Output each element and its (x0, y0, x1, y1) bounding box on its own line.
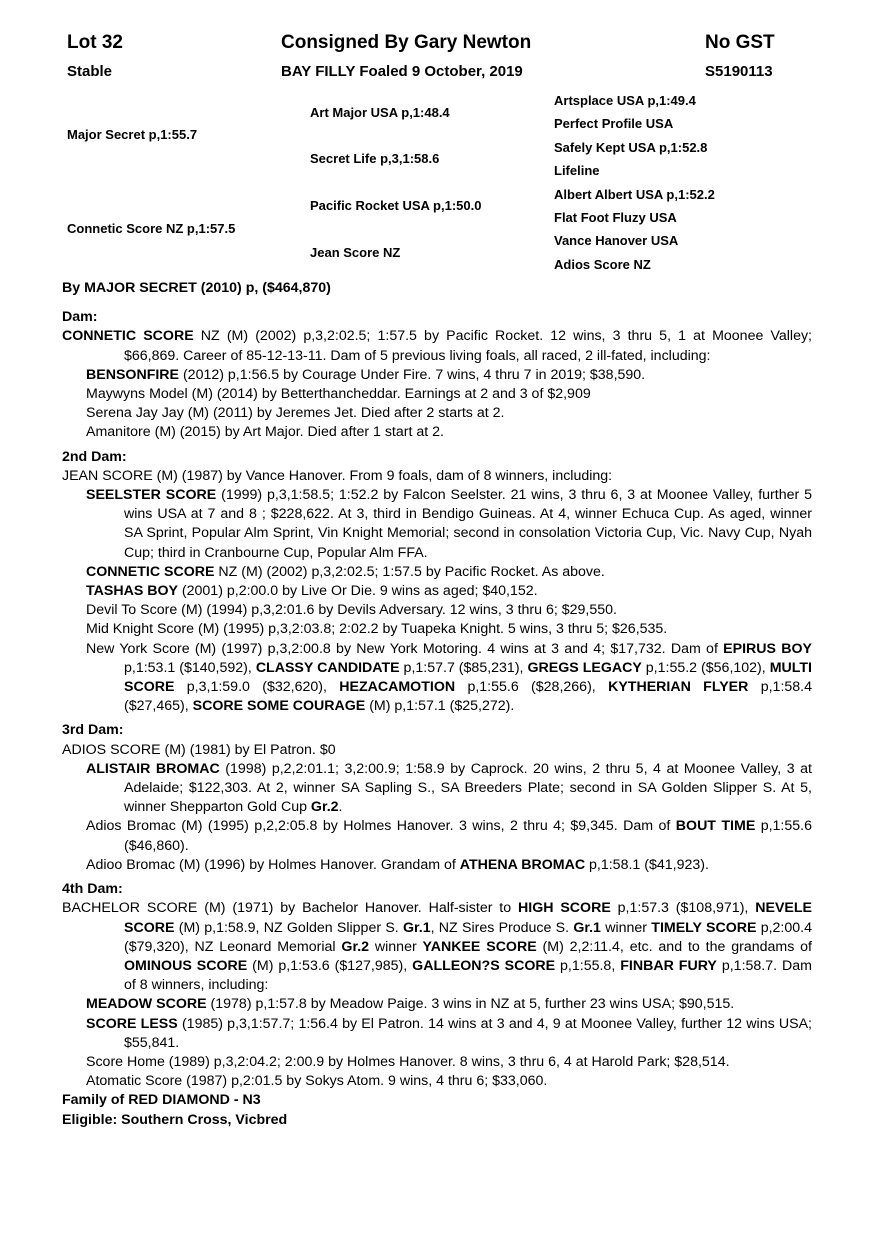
text-run: Maywyns Model (M) (2014) by Betterthancheddar. Earnings at 2 and 3 of $2,909 (86, 386, 591, 403)
second-dam-progeny (62, 486, 812, 716)
text-run: (1999) p,3,1:58.5; 1:52.2 by Falcon Seelster. 21 wins, 3 thru 6, 3 at Moonee Valley, further 5 wins USA at 7 and 8 ; $228,622. At 3, third in Bendigo Guineas. At 4, winner Echuca Cup. As aged, winner SA Sprint, Popular Alm Sprint, Vin Knight Memorial; second in consolation Victoria Cup, Vic. Navy Cup, Nyah Cup; third in Cranbourne Cup, Popular Alm FFA. (124, 487, 812, 561)
progeny-entry (62, 760, 812, 818)
text-run: NZ (M) (2002) p,3,2:02.5; 1:57.5 by Pacific Rocket. As above. (214, 563, 605, 580)
bold-name: GREGS LEGACY (527, 659, 642, 676)
text-run: p,1:55.6 ($46,860). (124, 818, 812, 854)
second-dam-description (62, 467, 812, 486)
bold-name: BENSONFIRE (86, 366, 180, 383)
progeny-entry (62, 640, 812, 717)
text-run: p,1:57.3 ($108,971), (610, 900, 756, 917)
third-dam-heading: 3rd Dam: (62, 722, 124, 739)
consignor: Consigned By Gary Newton (281, 32, 532, 53)
text-run: Serena Jay Jay (M) (2011) by Jeremes Jet. Died after 2 starts at 2. (86, 405, 505, 422)
bold-name: HIGH SCORE (518, 900, 611, 917)
bold-name: TASHAS BOY (86, 583, 178, 600)
third-dam-progeny (62, 760, 812, 875)
text-run: , NZ Sires Produce S. (430, 919, 574, 936)
bold-name: MULTI SCORE (124, 659, 812, 696)
dam-progeny (62, 366, 812, 443)
bold-name: OMINOUS SCORE (124, 957, 248, 974)
text-run: p,1:58.1 ($41,923). (585, 856, 709, 873)
text-run: Adios Bromac (M) (1995) p,2,2:05.8 by Holmes Hanover. 3 wins, 2 thru 4; $9,345. Dam of (86, 818, 676, 835)
progeny-entry (62, 601, 812, 620)
text-run: Mid Knight Score (M) (1995) p,3,2:03.8; 2:02.2 by Tuapeka Knight. 5 wins, 3 thru 5; $26,535. (86, 621, 668, 638)
bold-name: Gr.2 (341, 938, 370, 955)
bold-name: EPIRUS BOY (723, 640, 812, 657)
pedigree-grandparent: Secret Life p,3,1:58.6 (310, 151, 440, 166)
eligibility-line: Eligible: Southern Cross, Vicbred (62, 1111, 288, 1128)
by-line: By MAJOR SECRET (2010) p, ($464,870) (62, 280, 331, 296)
lot-number: Lot 32 (67, 32, 123, 53)
progeny-entry (62, 404, 812, 423)
gst-status: No GST (705, 32, 775, 53)
bold-name: Gr.2 (310, 799, 339, 816)
bold-name: NEVELE SCORE (124, 900, 812, 936)
text-run: BACHELOR SCORE (M) (1971) by Bachelor Hanover. Half-sister to (62, 900, 518, 917)
text-run: winner (369, 938, 423, 955)
bold-name: HEZACAMOTION (339, 679, 456, 696)
text-run: (M) p,1:57.1 ($25,272). (365, 698, 515, 715)
text-run: New York Score (M) (1997) p,3,2:00.8 by New York Motoring. 4 wins at 3 and 4; $17,732. Dam of (86, 640, 724, 657)
text-run: ADIOS SCORE (M) (1981) by El Patron. $0 (62, 741, 336, 758)
progeny-entry (62, 1015, 812, 1053)
text-run: Devil To Score (M) (1994) p,3,2:01.6 by Devils Adversary. 12 wins, 3 thru 6; $29,550. (86, 602, 617, 619)
bold-name: SCORE LESS (86, 1015, 178, 1032)
text-run: p,2:00.4 ($79,320), NZ Leonard Memorial (124, 919, 812, 955)
text-run: (M) p,1:58.9, NZ Golden Slipper S. (174, 919, 403, 936)
text-run: (1998) p,2,2:01.1; 3,2:00.9; 1:58.9 by Caprock. 20 wins, 2 thru 5, 4 at Moonee Valley, 3 at Adelaide; $122,303. At 2, winner SA Sapling S., SA Breeders Plate; second in SA Golden Slipper S. At 5, winner Shepparton Gold Cup (124, 760, 812, 816)
text-run: (M) p,1:53.6 ($127,985), (247, 957, 413, 974)
bold-name: GALLEON?S SCORE (412, 957, 556, 974)
pedigree-grandparent: Pacific Rocket USA p,1:50.0 (310, 198, 482, 213)
text-run: Atomatic Score (1987) p,2:01.5 by Sokys Atom. 9 wins, 4 thru 6; $33,060. (86, 1073, 548, 1090)
bold-name: ALISTAIR BROMAC (86, 760, 220, 777)
fourth-dam-description (62, 899, 812, 995)
bold-name: YANKEE SCORE (422, 938, 537, 955)
pedigree-great-grandparent: Lifeline (554, 163, 600, 178)
text-run: p,1:58.7. Dam of 8 winners, including: (124, 957, 812, 994)
text-run: p,1:55.2 ($56,102), (641, 659, 770, 676)
pedigree-dam: Connetic Score NZ p,1:57.5 (67, 221, 236, 236)
text-run: (2001) p,2:00.0 by Live Or Die. 9 wins as aged; $40,152. (177, 583, 538, 600)
pedigree-great-grandparent: Flat Foot Fluzy USA (554, 210, 677, 225)
horse-description: BAY FILLY Foaled 9 October, 2019 (281, 63, 523, 80)
catalogue-body (62, 279, 812, 1130)
bold-name: Gr.1 (573, 919, 601, 936)
bold-name: ATHENA BROMAC (459, 856, 586, 873)
text-run: p,1:53.1 ($140,592), (124, 659, 256, 676)
fourth-dam-heading: 4th Dam: (62, 881, 123, 898)
progeny-entry (62, 486, 812, 563)
pedigree-great-grandparent: Perfect Profile USA (554, 116, 674, 131)
text-run: (1985) p,3,1:57.7; 1:56.4 by El Patron. 14 wins at 3 and 4, 9 at Moonee Valley, further 12 wins USA; $55,841. (124, 1015, 813, 1051)
text-run: (M) 2,2:11.4, etc. and to the grandams of (536, 938, 812, 955)
progeny-entry (62, 366, 812, 385)
stable-label: Stable (67, 63, 113, 80)
bold-name: FINBAR FURY (620, 957, 717, 974)
text-run: Score Home (1989) p,3,2:04.2; 2:00.9 by Holmes Hanover. 8 wins, 3 thru 6, 4 at Harold Park; $28,514. (86, 1053, 730, 1070)
horse-id: S5190113 (705, 63, 773, 80)
bold-name: Gr.1 (403, 919, 431, 936)
bold-name: KYTHERIAN FLYER (608, 679, 749, 696)
text-run: Adioo Bromac (M) (1996) by Holmes Hanover. Grandam of (86, 856, 460, 873)
third-dam-description (62, 741, 812, 760)
progeny-entry (62, 563, 812, 582)
pedigree-grandparent: Jean Score NZ (310, 245, 401, 260)
bold-name: CLASSY CANDIDATE (255, 659, 400, 676)
text-run: (2012) p,1:56.5 by Courage Under Fire. 7 wins, 4 thru 7 in 2019; $38,590. (179, 366, 646, 383)
pedigree-grandparent: Art Major USA p,1:48.4 (310, 105, 450, 120)
bold-name: TIMELY SCORE (651, 919, 757, 936)
progeny-entry (62, 620, 812, 639)
fourth-dam-progeny (62, 995, 812, 1091)
text-run: p,3,1:59.0 ($32,620), (174, 679, 340, 696)
bold-name: CONNETIC SCORE (62, 328, 194, 345)
pedigree-great-grandparent: Artsplace USA p,1:49.4 (554, 93, 696, 108)
bold-name: SCORE SOME COURAGE (192, 698, 366, 715)
dam-description (62, 327, 812, 365)
progeny-entry (62, 385, 812, 404)
bold-name: SEELSTER SCORE (86, 487, 217, 504)
progeny-entry (62, 856, 812, 875)
progeny-entry (62, 1072, 812, 1091)
progeny-entry (62, 1053, 812, 1072)
pedigree-great-grandparent: Safely Kept USA p,1:52.8 (554, 140, 708, 155)
text-run: JEAN SCORE (M) (1987) by Vance Hanover. From 9 foals, dam of 8 winners, including: (62, 467, 613, 484)
text-run: p,1:55.6 ($28,266), (455, 679, 609, 696)
family-line: Family of RED DIAMOND - N3 (62, 1092, 261, 1109)
text-run: Amanitore (M) (2015) by Art Major. Died after 1 start at 2. (86, 424, 444, 441)
progeny-entry (62, 817, 812, 855)
pedigree-great-grandparent: Adios Score NZ (554, 257, 651, 272)
text-run: (1978) p,1:57.8 by Meadow Paige. 3 wins in NZ at 5, further 23 wins USA; $90,515. (206, 996, 735, 1013)
pedigree-great-grandparent: Albert Albert USA p,1:52.2 (554, 187, 715, 202)
text-run: p,1:57.7 ($85,231), (399, 659, 528, 676)
bold-name: MEADOW SCORE (86, 996, 207, 1013)
pedigree-great-grandparent: Vance Hanover USA (554, 233, 679, 248)
text-run: p,1:58.4 ($27,465), (124, 679, 813, 715)
bold-name: CONNETIC SCORE (86, 563, 215, 580)
bold-name: BOUT TIME (675, 818, 756, 835)
text-run: winner (600, 919, 652, 936)
dam-heading: Dam: (62, 309, 98, 326)
text-run: . (338, 799, 343, 816)
progeny-entry (62, 423, 812, 442)
text-run: p,1:55.8, (555, 957, 621, 974)
progeny-entry (62, 582, 812, 601)
progeny-entry (62, 995, 812, 1014)
pedigree-sire: Major Secret p,1:55.7 (67, 127, 198, 142)
text-run: NZ (M) (2002) p,3,2:02.5; 1:57.5 by Pacific Rocket. 12 wins, 3 thru 5, 1 at Moonee Valley; $66,869. Career of 85-12-13-11. Dam of 5 previous living foals, all raced, 2 ill-fated, including: (124, 328, 812, 364)
second-dam-heading: 2nd Dam: (62, 448, 127, 465)
